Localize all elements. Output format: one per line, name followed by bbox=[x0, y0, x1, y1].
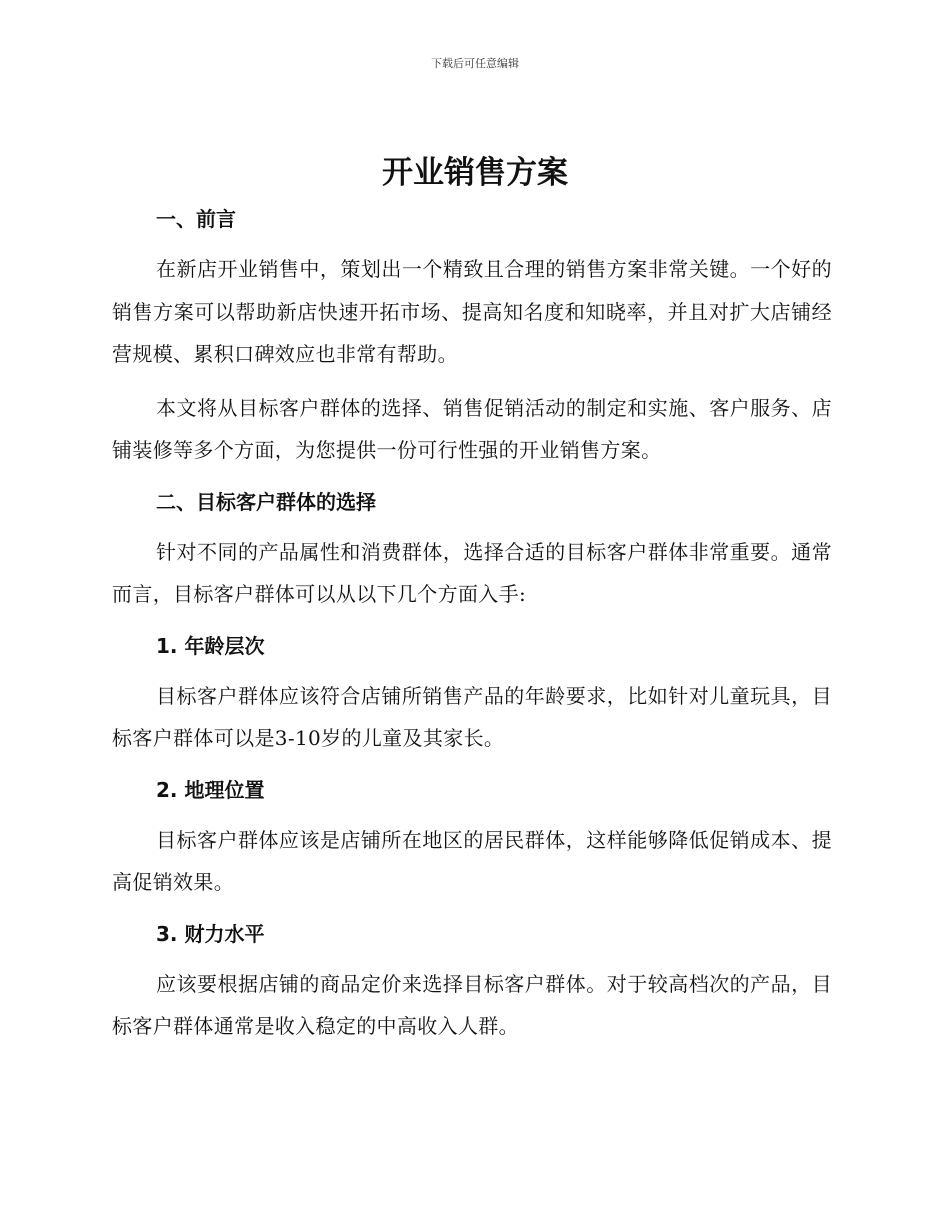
section-heading-preface: 一、前言 bbox=[156, 207, 236, 231]
section-heading-target-customers: 二、目标客户群体的选择 bbox=[156, 489, 376, 514]
paragraph: 目标客户群体应该符合店铺所销售产品的年龄要求，比如针对儿童玩具，目标客户群体可以是3-10岁的儿童及其家长。 bbox=[112, 683, 832, 750]
paragraph: 应该要根据店铺的商品定价来选择目标客户群体。对于较高档次的产品，目标客户群体通常是收入稳定的中高收入人群。 bbox=[112, 971, 832, 1038]
subheading-age: 1. 年龄层次 bbox=[156, 633, 265, 658]
paragraph: 在新店开业销售中，策划出一个精致且合理的销售方案非常关键。一个好的销售方案可以帮助新店快速开拓市场、提高知名度和知晓率，并且对扩大店铺经营规模、累积口碑效应也非常有帮助。 bbox=[112, 257, 832, 366]
paragraph: 针对不同的产品属性和消费群体，选择合适的目标客户群体非常重要。通常而言，目标客户群体可以从以下几个方面入手: bbox=[112, 539, 832, 606]
paragraph: 目标客户群体应该是店铺所在地区的居民群体，这样能够降低促销成本、提高促销效果。 bbox=[112, 827, 832, 894]
header-note: 下载后可任意编辑 bbox=[431, 57, 519, 70]
subheading-financial-level: 3. 财力水平 bbox=[156, 921, 265, 946]
page-title: 开业销售方案 bbox=[382, 155, 568, 191]
document-body bbox=[112, 200, 832, 1048]
paragraph: 本文将从目标客户群体的选择、销售促销活动的制定和实施、客户服务、店铺装修等多个方面，为您提供一份可行性强的开业销售方案。 bbox=[112, 395, 832, 462]
subheading-location: 2. 地理位置 bbox=[156, 777, 265, 802]
